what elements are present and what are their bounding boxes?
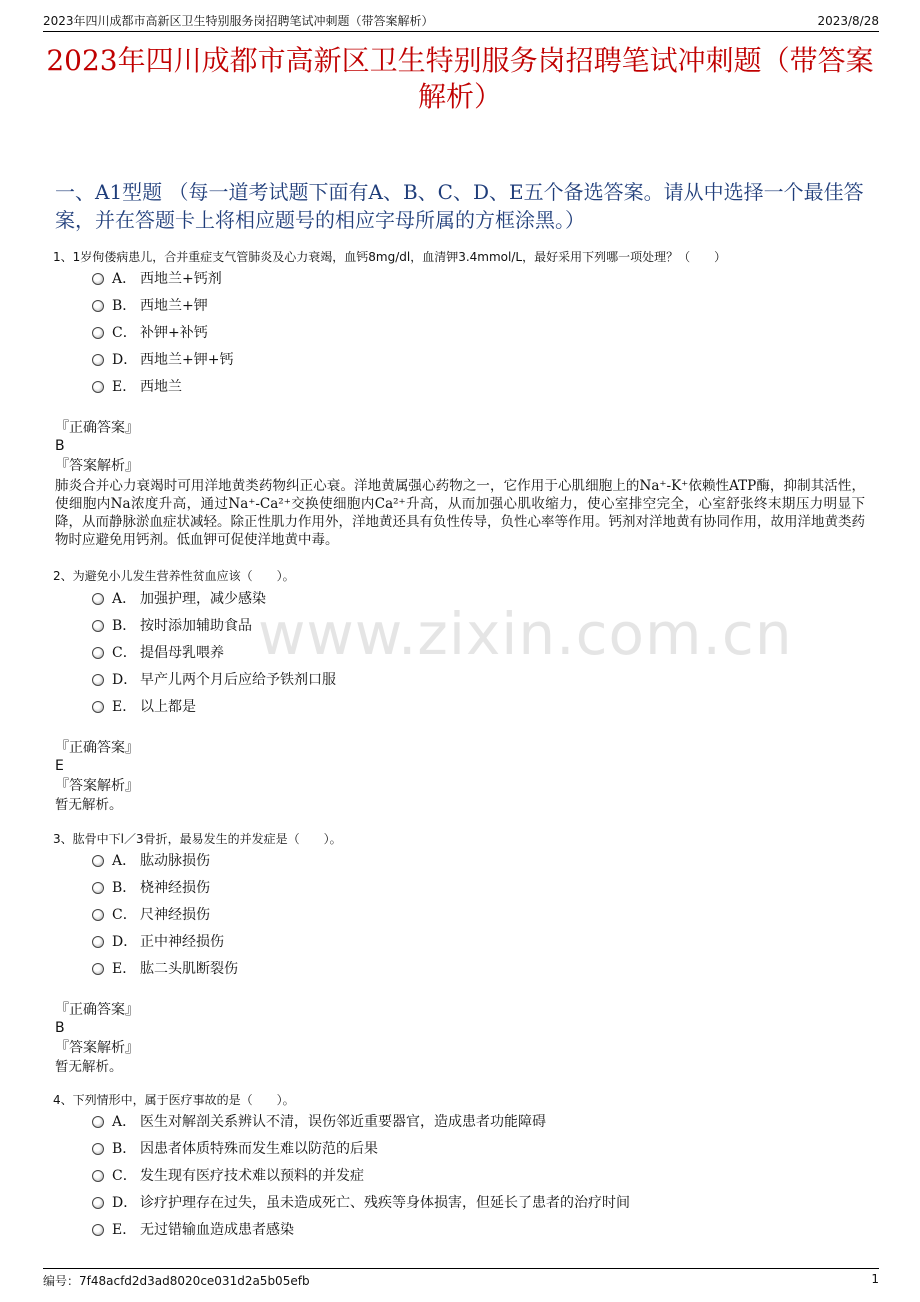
radio-icon[interactable] — [92, 701, 104, 713]
radio-icon[interactable] — [92, 354, 104, 366]
answer-label: 『正确答案』 — [55, 420, 139, 436]
option-b[interactable]: B． 西地兰+钾 — [92, 296, 208, 316]
option-a[interactable]: A． 加强护理，减少感染 — [92, 589, 266, 609]
analysis-label: 『答案解析』 — [55, 778, 139, 794]
analysis-label: 『答案解析』 — [55, 1040, 139, 1056]
page-footer — [43, 1268, 879, 1291]
radio-icon[interactable] — [92, 1170, 104, 1182]
radio-icon[interactable] — [92, 273, 104, 285]
header-date: 2023/8/28 — [817, 14, 879, 28]
question-stem: 1、1岁佝偻病患儿，合并重症支气管肺炎及心力衰竭，血钙8mg/dl，血清钾3.4mmol/L，最好采用下列哪一项处理？（ ） — [53, 250, 727, 264]
answer-label: 『正确答案』 — [55, 740, 139, 756]
radio-icon[interactable] — [92, 963, 104, 975]
radio-icon[interactable] — [92, 1197, 104, 1209]
radio-icon[interactable] — [92, 882, 104, 894]
question-stem: 3、肱骨中下l／3骨折，最易发生的并发症是（ ）。 — [53, 832, 342, 846]
radio-icon[interactable] — [92, 593, 104, 605]
section-heading: 一、A1型题 （每一道考试题下面有A、B、C、D、E五个备选答案。请从中选择一个最佳答案，并在答题卡上将相应题号的相应字母所属的方框涂黑。） — [55, 180, 864, 232]
option-e[interactable]: E． 西地兰 — [92, 377, 182, 397]
option-a[interactable]: A． 肱动脉损伤 — [92, 851, 210, 871]
radio-icon[interactable] — [92, 674, 104, 686]
radio-icon[interactable] — [92, 620, 104, 632]
option-e[interactable]: E． 以上都是 — [92, 697, 196, 717]
radio-icon[interactable] — [92, 381, 104, 393]
option-c[interactable]: C． 提倡母乳喂养 — [92, 643, 224, 663]
header-doc-title: 2023年四川成都市高新区卫生特别服务岗招聘笔试冲刺题（带答案解析） — [43, 14, 434, 28]
radio-icon[interactable] — [92, 1224, 104, 1236]
analysis-text: 肺炎合并心力衰竭时可用洋地黄类药物纠正心衰。洋地黄属强心药物之一，它作用于心肌细胞上的Na⁺-K⁺依赖性ATP酶，抑制其活性，使细胞内Na浓度升高，通过Na⁺-Ca²⁺交换使细胞内Ca²⁺升高，从而加强心肌收缩力，使心室排空完全，心室舒张终末期压力明显下降，从而静脉淤血症状减轻。除正性肌力作用外，洋地黄还具有负性传导，负性心率等作用。钙剂对洋地黄有协同作用，故用洋地黄类药物时应避免用钙剂。低血钾可促使洋地黄中毒。 — [55, 478, 865, 548]
option-b[interactable]: B． 桡神经损伤 — [92, 878, 210, 898]
question-stem: 4、下列情形中，属于医疗事故的是（ ）。 — [53, 1093, 295, 1107]
option-e[interactable]: E． 肱二头肌断裂伤 — [92, 959, 238, 979]
radio-icon[interactable] — [92, 300, 104, 312]
document-id: 编号：7f48acfd2d3ad8020ce031d2a5b05efb — [43, 1274, 310, 1288]
option-d[interactable]: D． 正中神经损伤 — [92, 932, 224, 952]
option-b[interactable]: B． 因患者体质特殊而发生难以防范的后果 — [92, 1139, 378, 1159]
option-e[interactable]: E． 无过错输血造成患者感染 — [92, 1220, 294, 1240]
radio-icon[interactable] — [92, 909, 104, 921]
watermark: www.zixin.com.cn — [258, 600, 793, 668]
option-d[interactable]: D． 早产儿两个月后应给予铁剂口服 — [92, 670, 336, 690]
analysis-text: 暂无解析。 — [55, 797, 123, 813]
option-d[interactable]: D． 西地兰+钾+钙 — [92, 350, 233, 370]
option-c[interactable]: C． 尺神经损伤 — [92, 905, 210, 925]
option-b[interactable]: B． 按时添加辅助食品 — [92, 616, 252, 636]
option-c[interactable]: C． 补钾+补钙 — [92, 323, 208, 343]
page-number: 1 — [871, 1272, 879, 1286]
option-c[interactable]: C． 发生现有医疗技术难以预料的并发症 — [92, 1166, 364, 1186]
option-d[interactable]: D． 诊疗护理存在过失，虽未造成死亡、残疾等身体损害，但延长了患者的治疗时间 — [92, 1193, 630, 1213]
page-header — [43, 10, 879, 32]
radio-icon[interactable] — [92, 936, 104, 948]
radio-icon[interactable] — [92, 855, 104, 867]
answer-value: B — [55, 438, 65, 454]
option-a[interactable]: A． 西地兰+钙剂 — [92, 269, 222, 289]
analysis-text: 暂无解析。 — [55, 1059, 123, 1075]
answer-value: E — [55, 758, 64, 774]
answer-label: 『正确答案』 — [55, 1002, 139, 1018]
radio-icon[interactable] — [92, 1116, 104, 1128]
answer-value: B — [55, 1020, 65, 1036]
radio-icon[interactable] — [92, 647, 104, 659]
radio-icon[interactable] — [92, 1143, 104, 1155]
question-stem: 2、为避免小儿发生营养性贫血应该（ ）。 — [53, 569, 295, 583]
radio-icon[interactable] — [92, 327, 104, 339]
option-a[interactable]: A． 医生对解剖关系辨认不清，误伤邻近重要器官，造成患者功能障碍 — [92, 1112, 546, 1132]
analysis-label: 『答案解析』 — [55, 458, 139, 474]
page-title: 2023年四川成都市高新区卫生特别服务岗招聘笔试冲刺题（带答案解析） — [46, 44, 874, 113]
